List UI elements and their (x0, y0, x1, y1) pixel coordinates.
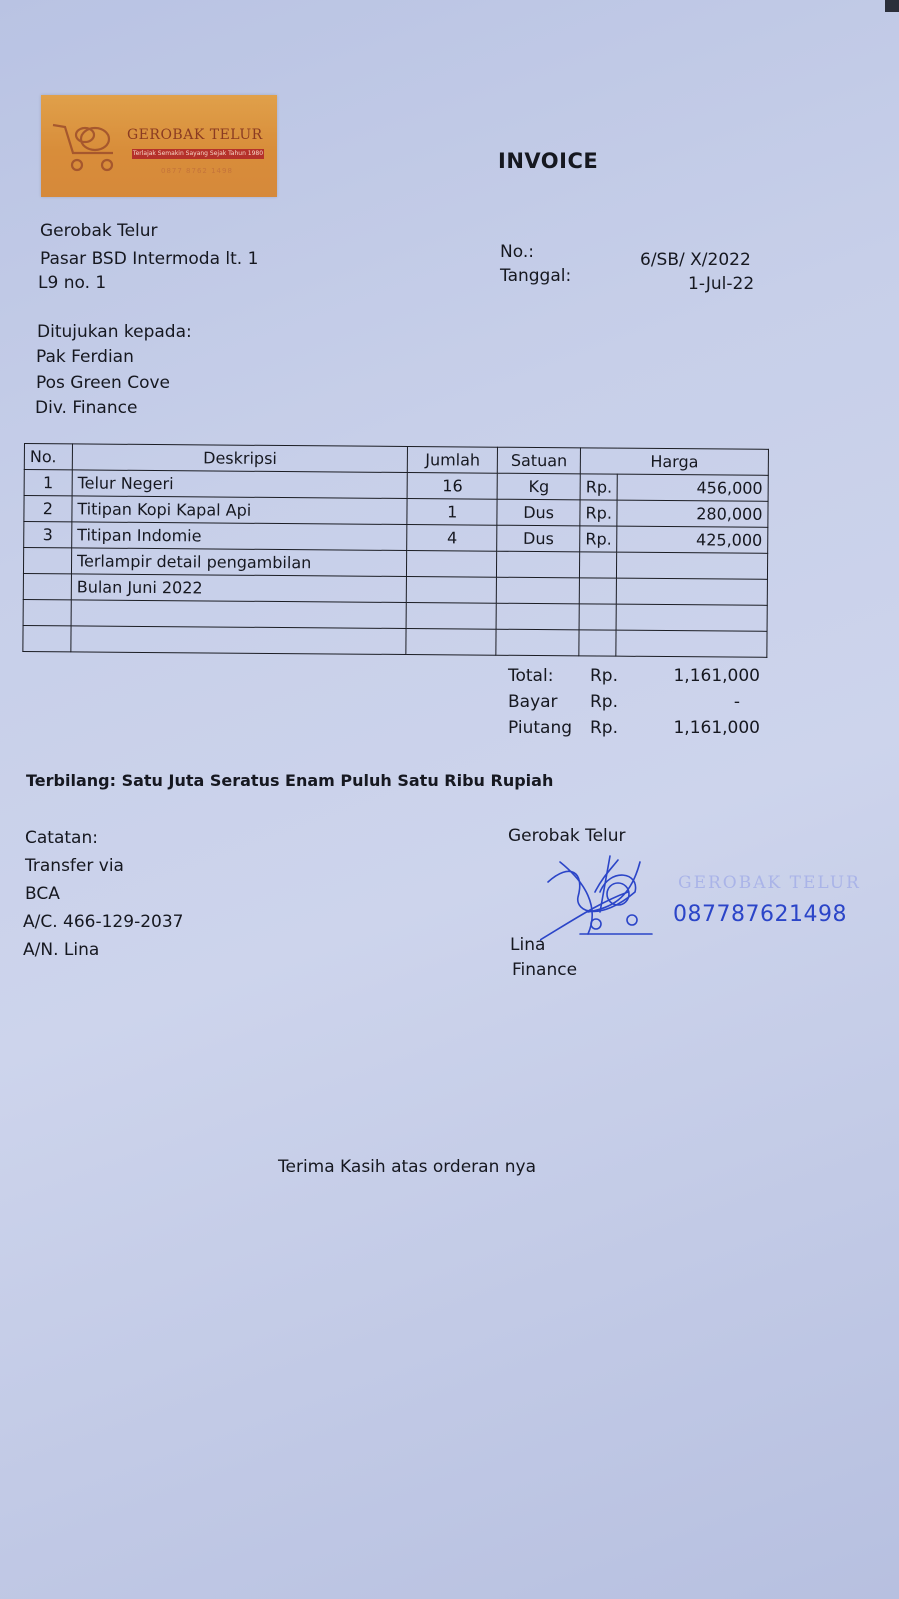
row-unit (497, 551, 580, 578)
logo-phone: 0877 8762 1498 (161, 167, 233, 175)
notes-account-name: A/N. Lina (23, 940, 100, 960)
row-description: Bulan Juni 2022 (71, 574, 407, 603)
invoice-no-label: No.: (500, 242, 534, 262)
row-unit (496, 577, 579, 604)
seller-address-2: L9 no. 1 (38, 273, 107, 293)
due-label: Piutang (508, 718, 573, 738)
header-price: Harga (580, 448, 768, 475)
row-description: Titipan Kopi Kapal Api (72, 496, 408, 525)
seller-address-1: Pasar BSD Intermoda lt. 1 (40, 249, 259, 269)
paid-value: - (733, 692, 740, 712)
row-currency: Rp. (580, 526, 618, 552)
row-no: 1 (24, 470, 72, 496)
row-description: Terlampir detail pengambilan (71, 548, 407, 577)
row-price (617, 604, 768, 631)
row-price: 425,000 (617, 526, 768, 553)
seller-name: Gerobak Telur (40, 221, 158, 241)
row-description: Telur Negeri (72, 470, 408, 499)
row-price (616, 630, 767, 657)
invoice-date-value: 1-Jul-22 (688, 274, 755, 294)
row-quantity: 1 (407, 499, 497, 526)
due-currency: Rp. (590, 718, 619, 738)
row-no: 3 (24, 522, 72, 548)
paid-currency: Rp. (590, 692, 619, 712)
row-quantity: 4 (407, 525, 497, 552)
row-price (617, 552, 768, 579)
row-currency (579, 578, 617, 604)
row-unit: Dus (497, 499, 580, 526)
row-currency: Rp. (580, 500, 618, 526)
row-description: Titipan Indomie (72, 522, 408, 551)
row-currency: Rp. (580, 474, 618, 500)
row-quantity (406, 629, 496, 656)
egg-cart-icon (47, 113, 127, 183)
table-row (23, 625, 767, 657)
logo-tagline: Terlajak Semakin Sayang Sejak Tahun 1980 (132, 150, 264, 157)
row-no (23, 625, 71, 651)
invoice-no-value: 6/SB/ X/2022 (640, 250, 751, 270)
invoice-title: INVOICE (498, 149, 599, 173)
due-value: 1,161,000 (673, 718, 760, 738)
signature-scribble-icon (540, 852, 670, 947)
items-table (22, 443, 769, 658)
recipient-company: Pos Green Cove (36, 373, 170, 393)
recipient-label: Ditujukan kepada: (37, 322, 192, 342)
row-unit: Kg (497, 473, 580, 500)
notes-line-2: BCA (25, 884, 60, 904)
row-price: 456,000 (618, 474, 769, 501)
row-description (71, 600, 407, 629)
total-value: 1,161,000 (673, 666, 760, 686)
company-logo (41, 95, 277, 197)
row-no (23, 599, 71, 625)
row-unit (496, 603, 579, 630)
row-unit: Dus (497, 525, 580, 552)
row-currency (579, 630, 617, 656)
signatory-name: Lina (510, 935, 546, 955)
total-label: Total: (508, 666, 554, 686)
page-edge (885, 0, 899, 12)
row-no: 2 (24, 496, 72, 522)
row-quantity (407, 551, 497, 578)
row-currency (580, 552, 618, 578)
notes-account: A/C. 466-129-2037 (23, 912, 184, 932)
row-description (71, 626, 407, 655)
notes-line-1: Transfer via (25, 856, 124, 876)
row-no (23, 548, 71, 574)
signature-company: Gerobak Telur (508, 826, 626, 846)
stamp-phone: 087787621498 (673, 902, 847, 927)
header-no: No. (24, 444, 72, 470)
thank-you-note: Terima Kasih atas orderan nya (278, 1157, 537, 1177)
logo-brand: GEROBAK TELUR (127, 127, 263, 143)
stamp-text: GEROBAK TELUR (678, 873, 861, 893)
row-quantity (407, 577, 497, 604)
paid-label: Bayar (508, 692, 558, 712)
header-description: Deskripsi (72, 444, 408, 473)
invoice-date-label: Tanggal: (500, 266, 572, 286)
row-quantity: 16 (407, 473, 497, 500)
row-price: 280,000 (617, 500, 768, 527)
recipient-division: Div. Finance (35, 398, 138, 418)
row-price (617, 578, 768, 605)
row-currency (579, 604, 617, 630)
total-currency: Rp. (590, 666, 619, 686)
row-quantity (406, 603, 496, 630)
signatory-role: Finance (512, 960, 578, 980)
row-unit (496, 629, 579, 656)
header-quantity: Jumlah (408, 447, 498, 474)
recipient-name: Pak Ferdian (36, 347, 134, 367)
header-unit: Satuan (498, 447, 581, 474)
amount-in-words: Terbilang: Satu Juta Seratus Enam Puluh Satu Ribu Rupiah (26, 771, 554, 790)
row-no (23, 573, 71, 599)
notes-label: Catatan: (25, 828, 98, 848)
